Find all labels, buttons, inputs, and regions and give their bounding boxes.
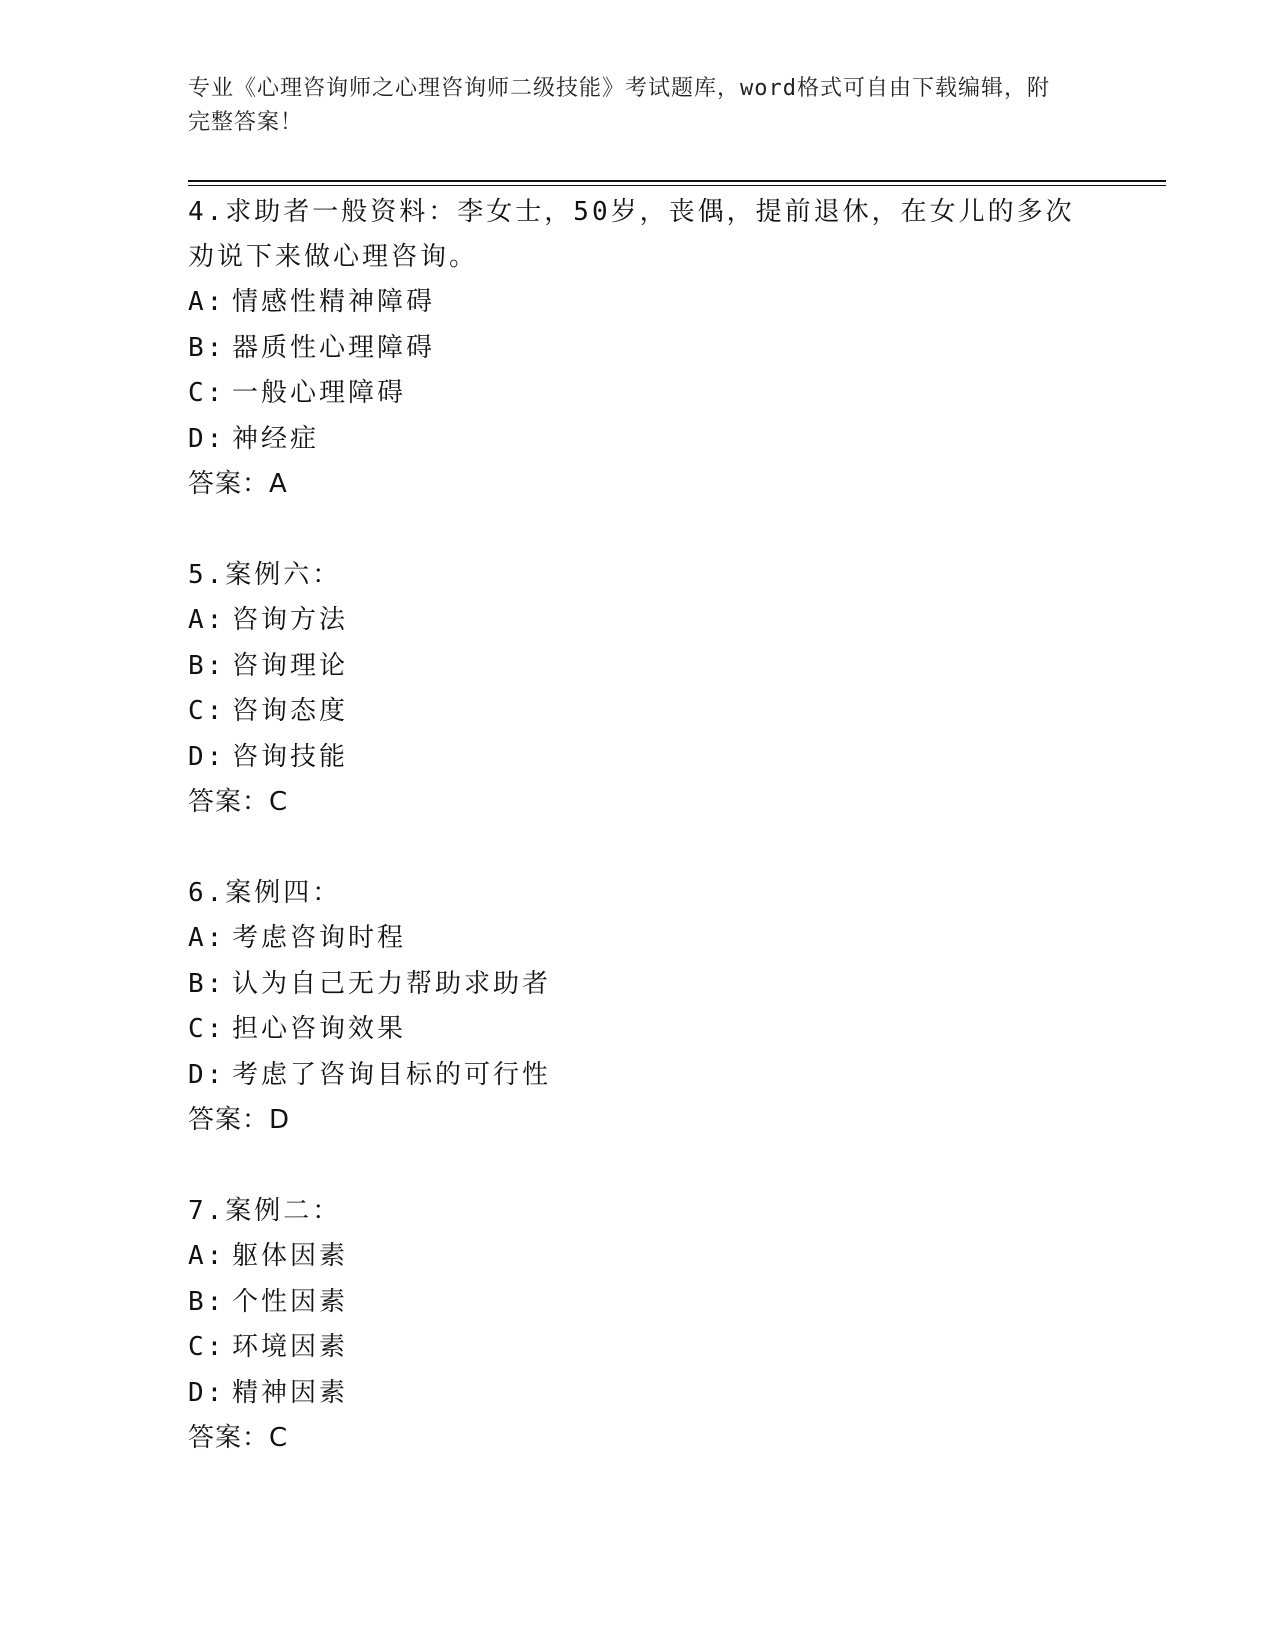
option-b: [188, 962, 1088, 1008]
option-letter: D:: [188, 423, 226, 454]
option-c: [188, 1325, 1088, 1371]
option-text: 精神因素: [232, 1377, 349, 1408]
option-letter: C:: [188, 1014, 226, 1044]
option-letter: A:: [188, 1241, 226, 1271]
answer-line: 答案：C: [188, 787, 289, 817]
question-4: [188, 190, 1088, 507]
option-b: [188, 326, 1088, 372]
option-letter: C:: [188, 696, 226, 726]
option-letter: D:: [188, 1059, 226, 1090]
option-letter: B:: [188, 968, 226, 999]
option-text: 咨询态度: [232, 696, 349, 726]
option-text: 个性因素: [232, 1286, 349, 1317]
option-text: 咨询理论: [232, 650, 349, 681]
question-stem: 4.求助者一般资料：李女士，50岁，丧偶，提前退休，在女儿的多次劝说下来做心理咨询。: [188, 197, 1075, 272]
option-letter: A:: [188, 287, 226, 317]
option-c: [188, 1007, 1088, 1053]
option-c: [188, 371, 1088, 417]
option-letter: B:: [188, 1286, 226, 1317]
option-text: 认为自己无力帮助求助者: [232, 968, 552, 999]
option-text: 情感性精神障碍: [232, 287, 436, 317]
question-5: [188, 553, 1088, 825]
option-d: [188, 417, 1088, 463]
option-letter: C:: [188, 378, 226, 408]
option-d: [188, 735, 1088, 781]
option-a: [188, 598, 1088, 644]
question-stem: 6.案例四：: [188, 878, 342, 908]
option-d: [188, 1053, 1088, 1099]
option-letter: A:: [188, 605, 226, 635]
question-list: [188, 190, 1088, 1507]
question-stem: 5.案例六：: [188, 560, 342, 590]
option-a: [188, 1234, 1088, 1280]
option-letter: B:: [188, 332, 226, 363]
option-c: [188, 689, 1088, 735]
answer-line: 答案：A: [188, 469, 288, 499]
header-note: 专业《心理咨询师之心理咨询师二级技能》考试题库，word格式可自由下载编辑，附完整答案！: [188, 76, 1050, 135]
option-text: 环境因素: [232, 1332, 349, 1362]
answer-line: 答案：D: [188, 1105, 291, 1135]
question-7: [188, 1189, 1088, 1461]
option-letter: D:: [188, 1377, 226, 1408]
option-text: 咨询技能: [232, 741, 349, 772]
answer-line: 答案：C: [188, 1423, 289, 1453]
option-a: [188, 916, 1088, 962]
option-text: 考虑咨询时程: [232, 923, 407, 953]
option-d: [188, 1371, 1088, 1417]
question-6: [188, 871, 1088, 1143]
option-text: 器质性心理障碍: [232, 332, 436, 363]
option-letter: B:: [188, 650, 226, 681]
header-divider-thin: [188, 185, 1166, 186]
option-b: [188, 644, 1088, 690]
option-text: 神经症: [232, 423, 320, 454]
option-text: 咨询方法: [232, 605, 349, 635]
option-letter: A:: [188, 923, 226, 953]
option-letter: C:: [188, 1332, 226, 1362]
option-b: [188, 1280, 1088, 1326]
option-text: 考虑了咨询目标的可行性: [232, 1059, 552, 1090]
option-letter: D:: [188, 741, 226, 772]
option-text: 一般心理障碍: [232, 378, 407, 408]
option-text: 担心咨询效果: [232, 1014, 407, 1044]
option-text: 躯体因素: [232, 1241, 349, 1271]
question-stem: 7.案例二：: [188, 1196, 342, 1226]
header-divider: [188, 180, 1166, 182]
option-a: [188, 280, 1088, 326]
